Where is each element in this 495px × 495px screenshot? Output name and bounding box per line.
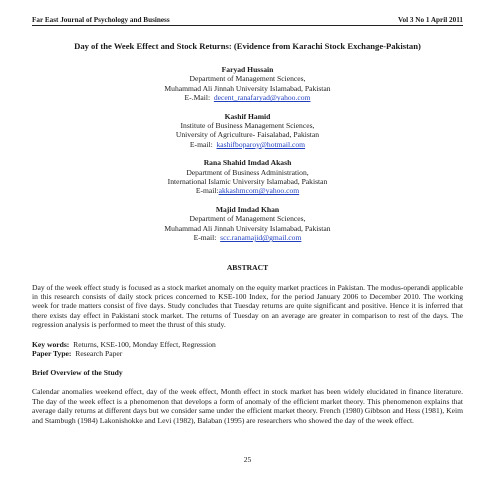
section-heading: Brief Overview of the Study bbox=[32, 368, 123, 378]
author-department: Department of Management Sciences, bbox=[189, 214, 306, 224]
author-department: Department of Business Administration, bbox=[186, 167, 309, 177]
author-name: Faryad Hussain bbox=[221, 65, 274, 74]
author-department: Department of Management Sciences, bbox=[189, 74, 306, 84]
section-text: Calendar anomalies weekend effect, day of the week effect, Month effect in stock market has been widely elucidated in finance literature. The day of the week effect is a phenomenon that develops a form of anomaly of the efficient market theory. This phenomenon explains that average daily returns at different days but we consider same under the efficient market theory. French (1980) Gibbson and Hess (1981), Keim and Stambugh (1984) Lakonishokke and Levi (1982), Balaban (1995) are researchers who showed the day of the week effect. bbox=[32, 387, 463, 425]
abstract-text: Day of the week effect study is focused as a stock market anomaly on the equity market practices in Pakistan. The modus-operandi applicable in this research consists of daily stock prices concerned to KSE-100 Index, for the period January 2006 to December 2010. The working week for trade matters consist of five days. Study concludes that Tuesday returns are quite significant and positive. Hence it is inferred that there exists day effect in Pakistani stock market. The returns of Tuesday on an average are greater in comparison to rest of the days. The regression analysis is performed to meet the thrust of this study. bbox=[32, 282, 463, 330]
author-department: Institute of Business Management Sciences, bbox=[180, 121, 315, 131]
author-name: Kashif Hamid bbox=[224, 111, 271, 121]
volume-info: Vol 3 No 1 April 2011 bbox=[397, 16, 463, 24]
author-email-line bbox=[32, 186, 463, 195]
author-institution: International Islamic University Islamabad, Pakistan bbox=[167, 177, 328, 187]
author-name: Majid Imdad Khan bbox=[215, 204, 280, 214]
author-email-line bbox=[32, 140, 463, 149]
email-label: E-.Mail: bbox=[184, 93, 211, 103]
page-number: 25 bbox=[243, 455, 252, 464]
author-email-link[interactable]: kashifboparoy@hotmail.com bbox=[216, 139, 306, 149]
email-label: E-mail: bbox=[193, 233, 217, 243]
email-label: E-mail: bbox=[195, 186, 219, 196]
keywords-line bbox=[32, 340, 463, 349]
author-email-link[interactable]: decent_ranafaryad@yahoo.com bbox=[213, 93, 311, 103]
email-label: E-mail: bbox=[189, 139, 213, 149]
author-block bbox=[32, 112, 463, 150]
abstract-heading: ABSTRACT bbox=[226, 262, 269, 272]
running-header bbox=[32, 16, 463, 26]
paper-type-value: Research Paper bbox=[75, 348, 123, 358]
author-email-link[interactable]: akkashmcom@yahoo.com bbox=[218, 186, 300, 196]
paper-type-label: Paper Type: bbox=[32, 348, 72, 358]
author-block bbox=[32, 205, 463, 243]
author-email-link[interactable]: scc.ranamajid@gmail.com bbox=[220, 233, 302, 243]
paper-type-line bbox=[32, 349, 463, 358]
author-institution: University of Agriculture- Faisalabad, Pakistan bbox=[175, 130, 320, 140]
journal-name: Far East Journal of Psychology and Business bbox=[32, 16, 170, 24]
author-institution: Muhammad Ali Jinnah University Islamabad, Pakistan bbox=[164, 83, 331, 93]
author-email-line bbox=[32, 233, 463, 242]
keywords-label: Key words: bbox=[32, 339, 70, 349]
author-block bbox=[32, 65, 463, 103]
keywords-value: Returns, KSE-100, Monday Effect, Regression bbox=[73, 339, 216, 349]
author-block bbox=[32, 158, 463, 196]
author-name: Rana Shahid Imdad Akash bbox=[203, 158, 292, 168]
paper-title: Day of the Week Effect and Stock Returns: (Evidence from Karachi Stock Exchange-Pakistan) bbox=[74, 41, 421, 51]
author-email-line bbox=[32, 93, 463, 102]
author-institution: Muhammad Ali Jinnah University Islamabad, Pakistan bbox=[164, 223, 331, 233]
